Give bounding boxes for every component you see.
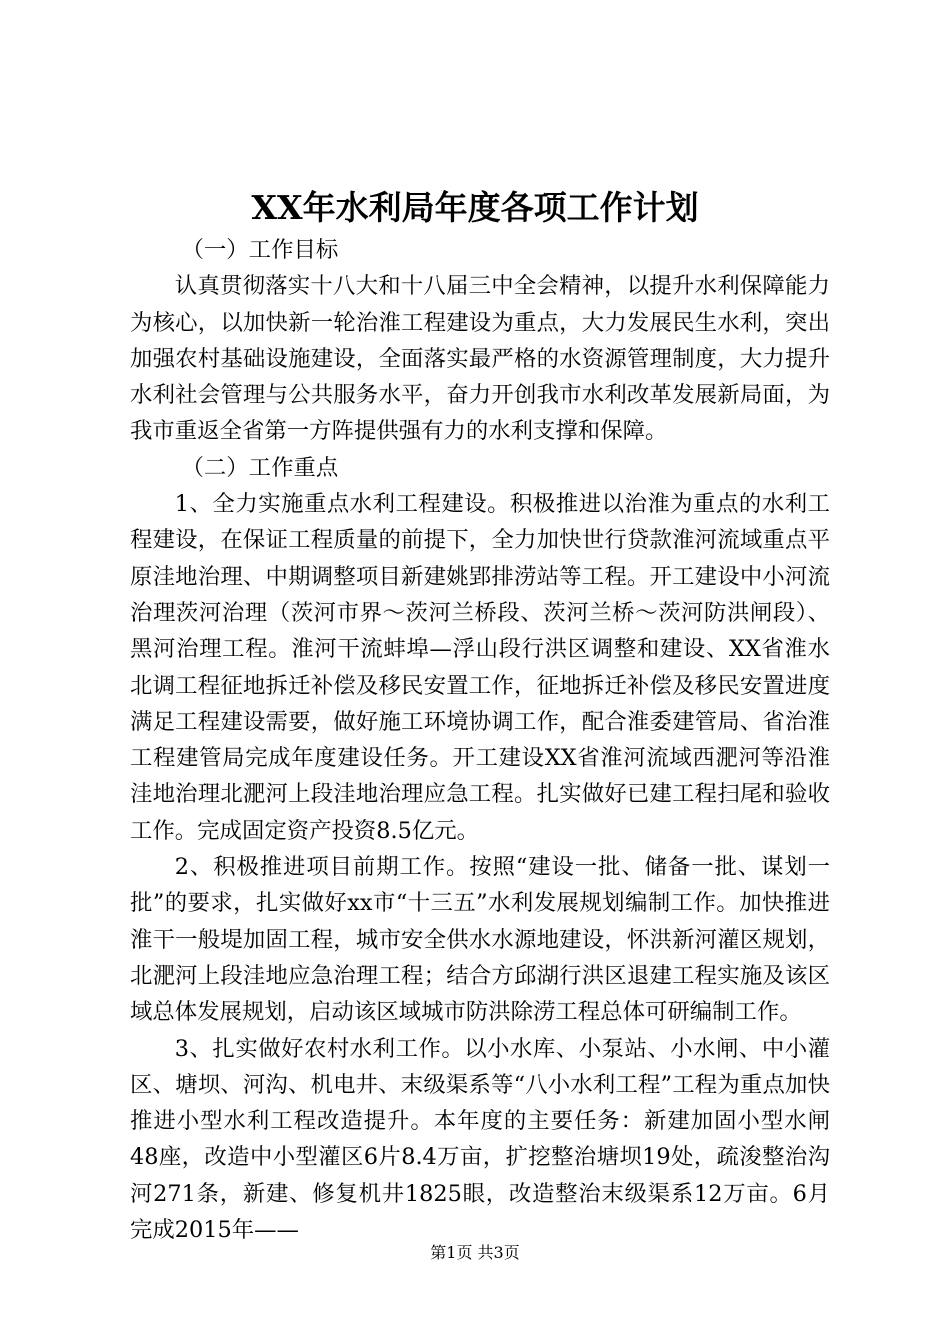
paragraph-item-3: 3、扎实做好农村水利工作。以小水库、小泵站、小水闸、中小灌区、塘坝、河沟、机电井、末级渠系等“八小水利工程”工程为重点加快推进小型水利工程改造提升。本年度的主要任务：新建加固小型水闸48座，改造中小型灌区6片8.4万亩，扩挖整治塘坝19处，疏浚整治沟河271条，新建、修复机井1825眼，改造整治末级渠系12万亩。6月完成2015年—— xyxy=(130,1035,830,1244)
paragraph-item-1: 1、全力实施重点水利工程建设。积极推进以治淮为重点的水利工程建设，在保证工程质量的前提下，全力加快世行贷款淮河流域重点平原洼地治理、中期调整项目新建姚郢排涝站等工程。开工建设中小河流治理茨河治理（茨河市界～茨河兰桥段、茨河兰桥～茨河防洪闸段）、黑河治理工程。淮河干流蚌埠—浮山段行洪区调整和建设、XX省淮水北调工程征地拆迁补偿及移民安置工作，征地拆迁补偿及移民安置进度满足工程建设需要，做好施工环境协调工作，配合淮委建管局、省治淮工程建管局完成年度建设任务。开工建设XX省淮河流域西淝河等沿淮洼地治理北淝河上段洼地治理应急工程。扎实做好已建工程扫尾和验收工作。完成固定资产投资8.5亿元。 xyxy=(130,491,830,844)
document-body xyxy=(130,232,830,1248)
document-title: XX年水利局年度各项工作计划 xyxy=(251,188,699,227)
page-footer: 第1页 共3页 xyxy=(430,1243,520,1262)
section-heading-goals: （一）工作目标 xyxy=(181,237,339,263)
section-heading-focus: （二）工作重点 xyxy=(181,454,339,481)
paragraph-goals: 认真贯彻落实十八大和十八届三中全会精神，以提升水利保障能力为核心，以加快新一轮治淮工程建设为重点，大力发展民生水利，突出加强农村基础设施建设，全面落实最严格的水资源管理制度，大力提升水利社会管理与公共服务水平，奋力开创我市水利改革发展新局面，为我市重返全省第一方阵提供强有力的水利支撑和保障。 xyxy=(130,273,830,445)
paragraph-item-2: 2、积极推进项目前期工作。按照“建设一批、储备一批、谋划一批”的要求，扎实做好xx市“十三五”水利发展规划编制工作。加快推进淮干一般堤加固工程，城市安全供水水源地建设，怀洪新河灌区规划，北淝河上段洼地应急治理工程；结合方邱湖行洪区退建工程实施及该区域总体发展规划，启动该区域城市防洪除涝工程总体可研编制工作。 xyxy=(130,854,830,1026)
